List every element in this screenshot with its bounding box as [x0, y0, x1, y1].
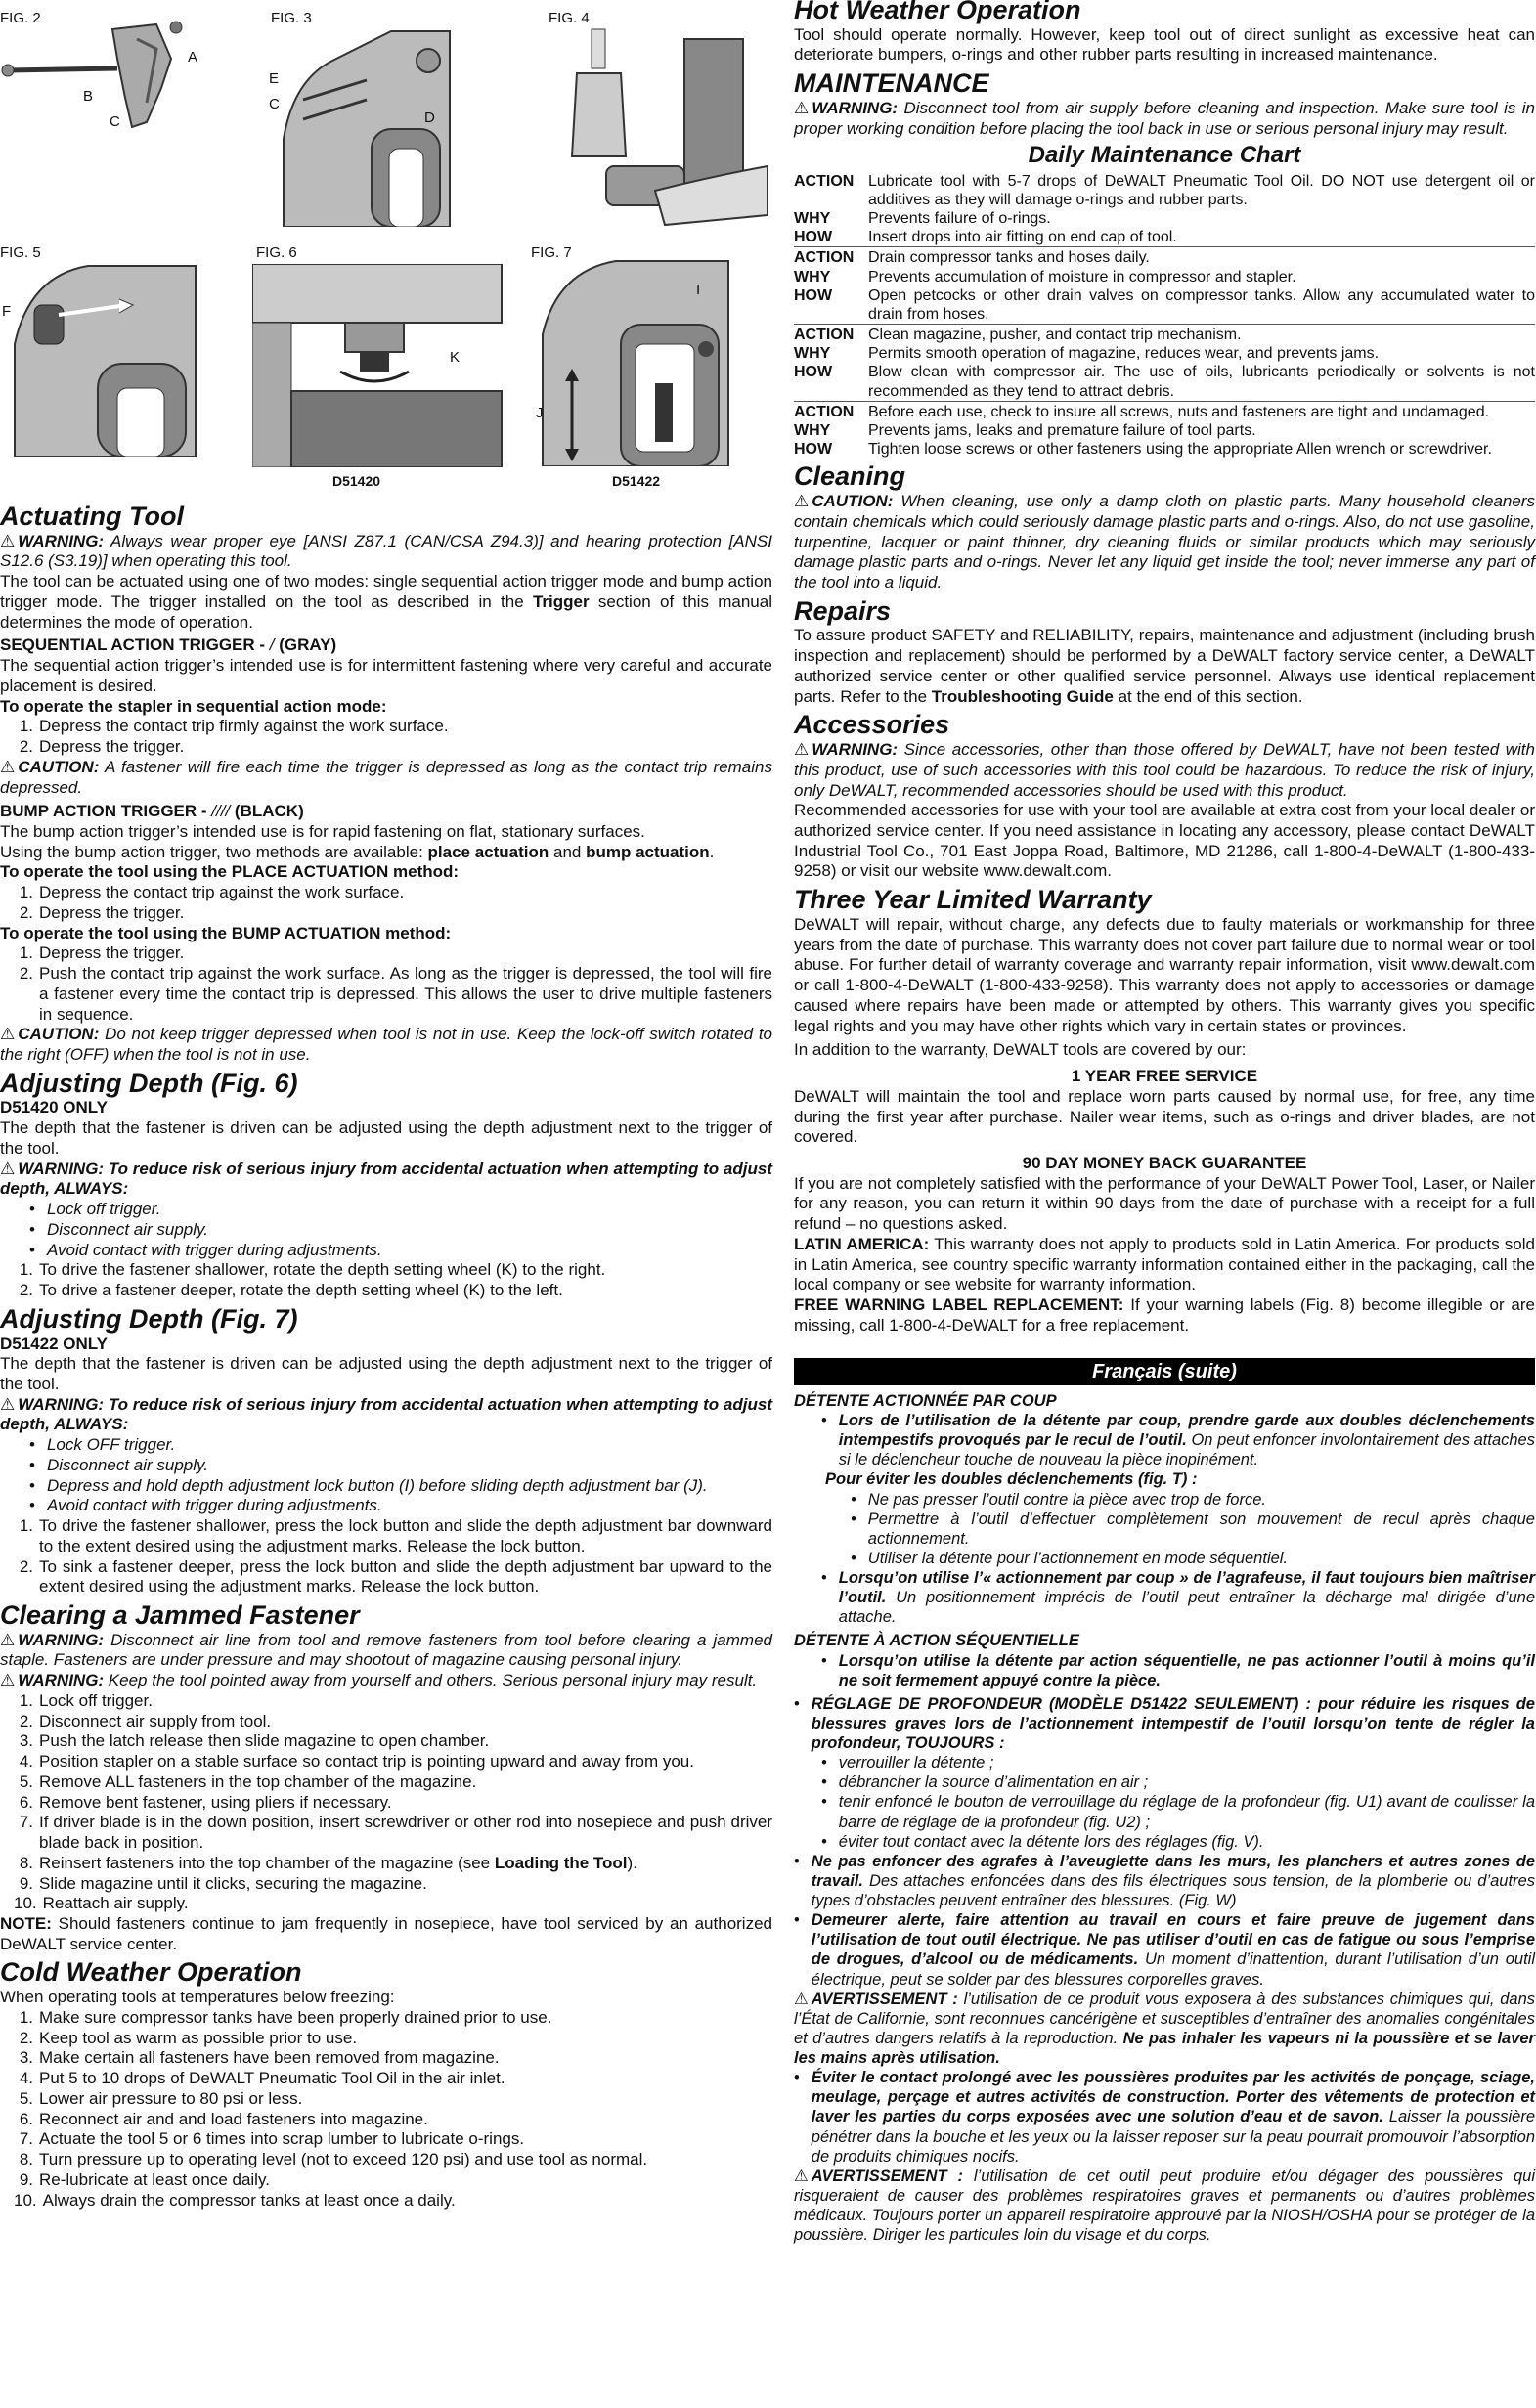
- latam-label: LATIN AMERICA:: [794, 1234, 930, 1253]
- avertissement-text: l’utilisation de cet outil peut produire et/ou dégager des poussières qui risqueraient de causer des problèmes respiratoires graves et permanents ou d’autres problèmes médicaux. Toujours porter un appareil respiratoire approuvé par la NIOSH/OSHA pour se protéger de la poussière. Diriger les particules loin du visage et du corps.: [794, 2167, 1536, 2245]
- list-item: • verrouiller la détente ;: [821, 1753, 1535, 1773]
- list-item: 2. Disconnect air supply from tool.: [19, 1711, 272, 1730]
- caution-label: CAUTION:: [18, 1025, 100, 1044]
- repairs-title: Repairs: [794, 595, 892, 626]
- list-item: 7. If driver blade is in the down position, insert screwdriver or other rod into nosepiece and push driver blade back in position.: [19, 1813, 772, 1853]
- table-row: ACTION Before each use, check to insure all screws, nuts and fasteners are tight and undamaged.: [794, 401, 1535, 421]
- depth6-model: D51420 ONLY: [0, 1098, 108, 1117]
- money-back-heading: 90 DAY MONEY BACK GUARANTEE: [1022, 1153, 1307, 1172]
- list-item: • Disconnect air supply.: [29, 1220, 772, 1241]
- bump-black: (BLACK): [234, 802, 304, 821]
- place-op-heading: To operate the tool using the PLACE ACTUATION method:: [0, 862, 460, 882]
- seq-heading: SEQUENTIAL ACTION TRIGGER -: [0, 635, 270, 655]
- fig6-depth-wheel-illustration: [252, 264, 506, 467]
- list-item: 10. Always drain the compressor tanks at least once a daily.: [14, 2190, 456, 2210]
- list-item: 2. Depress the trigger.: [19, 902, 185, 922]
- avertissement-text: l’utilisation de ce produit vous exposera à des substances chimiques qui, dans l’État de Californie, sont reconnues cancérigène et susceptibles d’entraîner des anomalies congénitales et d’autres dangers relatifs à la reproduction.: [794, 1990, 1535, 2047]
- bump-paragraph: The bump action trigger’s intended use is for rapid fastening on flat, stationary surfaces.: [0, 821, 645, 841]
- list-item: 1. Depress the contact trip against the work surface.: [19, 883, 405, 902]
- seq-symbol: /: [269, 635, 275, 655]
- list-item: 1. Depress the trigger.: [19, 943, 185, 963]
- list-item: • Lock OFF trigger.: [29, 1435, 772, 1456]
- list-item: 5. Remove ALL fasteners in the top chamber of the magazine.: [19, 1772, 477, 1791]
- fr-list-5: [794, 1852, 1535, 1990]
- depth7-paragraph: The depth that the fastener is driven can be adjusted using the depth adjustment next to the trigger of the tool.: [0, 1354, 772, 1393]
- fig7-i: I: [696, 282, 701, 298]
- warning-triangle-icon: ⚠: [794, 2167, 809, 2185]
- list-item: 7. Actuate the tool 5 or 6 times into scrap lumber to lubricate o-rings.: [19, 2129, 525, 2149]
- avertissement-label: AVERTISSEMENT :: [811, 1990, 958, 2008]
- fr-heading-2: DÉTENTE À ACTION SÉQUENTIELLE: [794, 1632, 1079, 1650]
- depth6-steps: [0, 1260, 772, 1300]
- list-item: • Lorsqu’on utilise l’« actionnement par coup » de l’agrafeuse, il faut toujours bien maîtriser l’outil. Un positionnement imprécis de l’outil peut entraîner la décharge mal dirigée d’une attache.: [821, 1568, 1535, 1627]
- fig4-oiling-illustration: [548, 20, 772, 235]
- list-item: 2. To sink a fastener deeper, press the lock button and slide the depth adjustment bar upward to the extent desired using the adjustment marks. Release the lock button.: [19, 1556, 772, 1597]
- fig3-c: C: [269, 96, 280, 112]
- list-item: 8. Reinsert fasteners into the top chamber of the magazine (see Loading the Tool).: [19, 1853, 637, 1872]
- table-row: ACTION Lubricate tool with 5-7 drops of DeWALT Pneumatic Tool Oil. DO NOT use detergent oil or additives as they will damage o-rings and rubber parts.: [794, 172, 1535, 208]
- fr-heading-1: DÉTENTE ACTIONNÉE PAR COUP: [794, 1391, 1057, 1410]
- depth7-title: Adjusting Depth (Fig. 7): [0, 1303, 298, 1334]
- fig2-b: B: [83, 88, 94, 105]
- list-item: 6. Reconnect air and and load fasteners into magazine.: [19, 2109, 428, 2128]
- list-item: • RÉGLAGE DE PROFONDEUR (MODÈLE D51422 SEULEMENT) : pour réduire les risques de blessures graves lors de l’actionnement intempestif de l’outil lorsqu’on tente de régler la profondeur, TOUJOURS :: [794, 1694, 1535, 1753]
- warning-triangle-icon: ⚠: [794, 1990, 809, 2008]
- warning-label: WARNING:: [18, 1630, 105, 1649]
- cleaning-title: Cleaning: [794, 461, 906, 492]
- table-row: HOW Blow clean with compressor air. The use of oils, lubricants periodically or solvents is not recommended as they tend to attract debris.: [794, 364, 1535, 400]
- seq-steps: [0, 717, 772, 757]
- depth7-bullets: [0, 1435, 772, 1516]
- list-item: • Lock off trigger.: [29, 1200, 772, 1220]
- list-item: 1. To drive the fastener shallower, press the lock button and slide the depth adjustment bar downward to the extent desired using the adjustment marks. Release the lock button.: [19, 1516, 772, 1555]
- warning-text: Since accessories, other than those offered by DeWALT, have not been tested with this product, use of such accessories with this tool could be hazardous. To reduce the risk of injury, only DeWALT, recommended accessories should be used with this product.: [794, 740, 1535, 800]
- avertissement-bold: Ne pas inhaler les vapeurs ni la poussière et se laver les mains après utilisation.: [794, 2029, 1535, 2068]
- list-item: 9. Re-lubricate at least once daily.: [19, 2169, 270, 2189]
- warning-label: WARNING:: [18, 1671, 105, 1690]
- depth7-steps: [0, 1516, 772, 1598]
- list-item: 2. Keep tool as warm as possible prior to use.: [19, 2028, 358, 2047]
- fig2-trigger-illustration: [0, 20, 196, 137]
- fr-subheading: Pour éviter les doubles déclenchements (fig. T) :: [825, 1470, 1198, 1489]
- hot-title: Hot Weather Operation: [794, 0, 1081, 24]
- fig7-j: J: [536, 405, 544, 421]
- caution-triangle-icon: ⚠: [0, 1025, 16, 1044]
- jam-title: Clearing a Jammed Fastener: [0, 1600, 360, 1631]
- fig6-k: K: [450, 349, 461, 366]
- depth6-section: [0, 1070, 772, 1301]
- actuating-section: Actuating Tool ⚠ WARNING: Always wear proper eye [ANSI Z87.1 (CAN/CSA Z94.3)] and hearing protection [ANSI S12.6 (S3.19)] when operating this tool. The tool can be actuated using one of two modes: single sequential action trigger mode and bump action trigger mode. The trigger installed on the tool as described in the Trigger section of this manual determines the mode of operation. SEQUENTIAL ACTION TRIGGER - / (GRAY) The sequential action trigger’s intended use is for intermittent fastening where very careful and accurate placement is desired. To operate the stapler in sequential action mode: 1. Depress the contact trip firmly against the work surface. 2. Depress the trigger. ⚠ CAUTION: A fastener will fire each time the trigger is depressed as long as the contact trip remains depressed. BUMP ACTION TRIGGER - //// (BLACK) The bump action trigger’s intended use is for rapid fastening on flat, stationary surfaces. Using the bump action trigger, two methods are available: place actuation and bump actuation. To operate the tool using the PLACE ACTUATION method: 1. Depress the contact trip against the work surface. 2. Depress the trigger. To operate the tool using the BUMP ACTUATION method: 1. Depress the trigger. 2. Push the contact trip against the work surface. As long as the trigger is depressed, the tool will fire a fastener every time the contact trip is depressed. This allows the user to drive multiple fasteners in sequence. ⚠ CAUTION: Do not keep trigger depressed when tool is not in use. Keep the lock-off switch rotated to the right (OFF) when the tool is not in use.: [0, 502, 772, 1065]
- free-label: FREE WARNING LABEL REPLACEMENT:: [794, 1295, 1124, 1315]
- free-service-heading: 1 YEAR FREE SERVICE: [1071, 1067, 1258, 1086]
- warning-label: WARNING:: [18, 1394, 105, 1414]
- actuating-paragraph-end: section of this manual determines the mode of operation.: [0, 591, 772, 632]
- actuating-title: Actuating Tool: [0, 502, 184, 531]
- table-row: ACTION Drain compressor tanks and hoses daily.: [794, 246, 1535, 267]
- free-service-paragraph: DeWALT will maintain the tool and replace worn parts caused by normal use, for free, any time during the first year after purchase. Nailer wear items, such as o-rings and driver blades, are not covered.: [794, 1086, 1535, 1147]
- table-row: ACTION Clean magazine, pusher, and contact trip mechanism.: [794, 324, 1535, 344]
- list-item: 10. Reattach air supply.: [14, 1894, 189, 1913]
- french-section: [794, 1391, 1535, 2245]
- cold-title: Cold Weather Operation: [0, 1957, 302, 1988]
- figures-area: [0, 0, 772, 489]
- seq-op-heading: To operate the stapler in sequential action mode:: [0, 696, 387, 716]
- caution-label: CAUTION:: [812, 492, 894, 511]
- caution-triangle-icon: ⚠: [0, 757, 16, 776]
- fig3-d: D: [424, 109, 435, 126]
- caution-text: A fastener will fire each time the trigger is depressed as long as the contact trip remains depressed.: [0, 757, 772, 797]
- list-item: 5. Lower air pressure to 80 psi or less.: [19, 2088, 303, 2108]
- note-label: NOTE:: [0, 1914, 52, 1934]
- bump-heading: BUMP ACTION TRIGGER -: [0, 802, 212, 821]
- bump-symbol: ////: [211, 802, 231, 821]
- warning-text: To reduce risk of serious injury from accidental actuation when attempting to adjust depth, ALWAYS:: [0, 1394, 772, 1434]
- caution-triangle-icon: ⚠: [794, 492, 810, 511]
- warning-text: Disconnect tool from air supply before cleaning and inspection. Make sure tool is in proper working condition before placing the tool back in use or serious personal injury may result.: [794, 98, 1535, 138]
- table-row: WHY Prevents accumulation of moisture in compressor and stapler.: [794, 268, 1296, 285]
- list-item: 6. Remove bent fastener, using pliers if necessary.: [19, 1792, 392, 1812]
- maintenance-title: MAINTENANCE: [794, 68, 989, 99]
- bump-op-heading: To operate the tool using the BUMP ACTUATION method:: [0, 923, 452, 942]
- list-item: • Éviter le contact prolongé avec les poussières produites par les activités de ponçage, sciage, meulage, perçage et autres activités de construction. Porter des vêtements de protection et laver les parties du corps exposées avec une solution d’eau et de savon. Laisser la poussière pénétrer dans la bouche et les yeux ou la laisser reposer sur la peau pourrait promouvoir l’absorption de produits chimiques nocifs.: [794, 2068, 1535, 2167]
- seq-paragraph: The sequential action trigger’s intended use is for intermittent fastening where very careful and accurate placement is desired.: [0, 656, 772, 695]
- list-item: • Lorsqu’on utilise la détente par action séquentielle, ne pas actionner l’outil à moins qu’il ne soit fermement appuyé contre la pièce.: [821, 1651, 1535, 1690]
- list-item: • Avoid contact with trigger during adjustments.: [29, 1241, 772, 1261]
- warning-triangle-icon: ⚠: [0, 1671, 16, 1690]
- warranty-section: [794, 886, 1535, 1335]
- fr-list-1: [794, 1411, 1535, 1469]
- jam-steps: [0, 1691, 772, 1914]
- depth6-paragraph: The depth that the fastener is driven can be adjusted using the depth adjustment next to the trigger of the tool.: [0, 1118, 772, 1158]
- note-text: Should fasteners continue to jam frequently in nosepiece, have tool serviced by an authorized DeWALT service center.: [0, 1914, 772, 1953]
- list-item: • Utiliser la détente pour l’actionnement en mode séquentiel.: [851, 1549, 1535, 1568]
- table-row: WHY Prevents failure of o-rings.: [794, 209, 1051, 227]
- maintenance-section: [794, 69, 1535, 459]
- list-item: • Lors de l’utilisation de la détente par coup, prendre garde aux doubles déclenchements intempestifs provoqués par le recul de l’outil. On peut enfoncer involontairement des attaches si le déclencheur touche de nouveau la pièce inopinément.: [821, 1411, 1535, 1469]
- warning-triangle-icon: ⚠: [0, 1394, 16, 1414]
- caution-text: When cleaning, use only a damp cloth on plastic parts. Many household cleaners contain chemicals which could seriously damage plastic parts and o-rings. Also, do not use gasoline, turpentine, lacquer or paint thinner, dry cleaning fluids or similar products which may seriously damage plastic parts and o-rings. Never let any liquid get inside the tool; never immerse any part of the tool into a liquid.: [794, 492, 1535, 592]
- maintenance-chart: [794, 172, 1535, 460]
- depth7-model: D51422 ONLY: [0, 1334, 108, 1353]
- repairs-section: Repairs To assure product SAFETY and RELIABILITY, repairs, maintenance and adjustment (including brush inspection and replacement) should be performed by a DeWALT factory service center, a DeWALT authorized service center or other qualified service personnel. Always use identical replacement parts. Refer to the Troubleshooting Guide at the end of this section.: [794, 595, 1535, 706]
- fig2-c: C: [110, 113, 120, 130]
- accessories-title: Accessories: [794, 710, 950, 740]
- trigger-ref: Trigger: [532, 591, 590, 611]
- warning-text: Keep the tool pointed away from yourself and others. Serious personal injury may result.: [104, 1671, 758, 1690]
- list-item: 4. Put 5 to 10 drops of DeWALT Pneumatic Tool Oil in the air inlet.: [19, 2069, 505, 2088]
- list-item: 1. To drive the fastener shallower, rotate the depth setting wheel (K) to the right.: [19, 1260, 606, 1280]
- avertissement-label: AVERTISSEMENT :: [811, 2167, 963, 2185]
- table-row: HOW Tighten loose screws or other fasteners using the appropriate Allen wrench or screwdriver.: [794, 441, 1492, 459]
- fr-sublist-2: [794, 1753, 1535, 1852]
- list-item: 3. Push the latch release then slide magazine to open chamber.: [19, 1731, 490, 1751]
- cold-paragraph: When operating tools at temperatures below freezing:: [0, 1988, 395, 2007]
- depth7-section: [0, 1305, 772, 1598]
- fig6-model: D51420: [332, 473, 381, 489]
- warning-label: WARNING:: [18, 531, 105, 550]
- list-item: 1. Make sure compressor tanks have been properly drained prior to use.: [19, 2007, 552, 2027]
- fr-list-2: [794, 1568, 1535, 1627]
- caution-label: CAUTION:: [18, 757, 100, 776]
- fig7-model: D51422: [612, 473, 661, 489]
- list-item: 8. Turn pressure up to operating level (not to exceed 120 psi) and use tool as normal.: [19, 2150, 648, 2169]
- list-item: 2. Push the contact trip against the work surface. As long as the trigger is depressed, the tool will fire a fastener every time the contact trip is depressed. This allows the user to drive multiple fasteners in sequence.: [19, 964, 772, 1024]
- warranty-paragraph-2: In addition to the warranty, DeWALT tools are covered by our:: [794, 1040, 1247, 1060]
- depth6-bullets: [0, 1200, 772, 1260]
- fig7-depth-bar-illustration: [538, 256, 733, 466]
- actuating-paragraph: The tool can be actuated using one of two modes: single sequential action trigger mode and bump action trigger mode. The trigger installed on the tool as described in the: [0, 572, 772, 611]
- warning-text: Disconnect air line from tool and remove fasteners from tool before clearing a jammed staple. Fasteners are under pressure and may shootout of magazine causing personal injury.: [0, 1630, 772, 1670]
- list-item: 1. Lock off trigger.: [19, 1690, 153, 1710]
- fig2-a: A: [188, 49, 198, 66]
- list-item: 4. Position stapler on a stable surface so contact trip is pointing upward and away from you.: [19, 1752, 694, 1772]
- hot-section: [794, 0, 1535, 66]
- fig3-e: E: [269, 70, 280, 87]
- warning-text: Always wear proper eye [ANSI Z87.1 (CAN/CSA Z94.3)] and hearing protection [ANSI S12.6 (S3.19)] when operating this tool.: [0, 531, 772, 571]
- warning-triangle-icon: ⚠: [0, 531, 16, 550]
- fr-sublist-1: [794, 1490, 1535, 1569]
- warning-triangle-icon: ⚠: [0, 1630, 16, 1649]
- latam-text: This warranty does not apply to products sold in Latin America. For products sold in Latin America, see country specific warranty information contained either in the packaging, call the local company or see website for warranty information.: [794, 1234, 1535, 1294]
- caution-text: Do not keep trigger depressed when tool is not in use. Keep the lock-off switch rotated to the right (OFF) when the tool is not in use.: [0, 1025, 772, 1065]
- list-item: 2. To drive a fastener deeper, rotate the depth setting wheel (K) to the left.: [19, 1281, 563, 1300]
- warning-label: WARNING:: [18, 1159, 105, 1178]
- right-column: [794, 0, 1535, 2245]
- list-item: 2. Depress the trigger.: [19, 737, 185, 757]
- warning-triangle-icon: ⚠: [794, 98, 810, 117]
- depth6-title: Adjusting Depth (Fig. 6): [0, 1068, 298, 1098]
- list-item: • Disconnect air supply.: [29, 1456, 772, 1476]
- fig3-label: FIG. 3: [271, 10, 312, 26]
- left-column: [0, 0, 772, 2211]
- list-item: • Permettre à l’outil d’effectuer complètement son mouvement de recul après chaque actionnement.: [851, 1510, 1535, 1549]
- warning-label: WARNING:: [812, 98, 899, 117]
- cleaning-section: [794, 462, 1535, 592]
- warning-triangle-icon: ⚠: [0, 1159, 16, 1178]
- table-row: HOW Open petcocks or other drain valves on compressor tanks. Allow any accumulated water to drain from hoses.: [794, 286, 1535, 323]
- seq-gray: (GRAY): [279, 635, 337, 655]
- fr-list-4: [794, 1694, 1535, 1753]
- list-item: • tenir enfoncé le bouton de verrouillage du réglage de la profondeur (fig. U1) avant de coulisser la barre de réglage de la profondeur (fig. U2) ;: [821, 1792, 1535, 1831]
- place-steps: [0, 883, 772, 923]
- accessories-section: [794, 711, 1535, 882]
- list-item: • débrancher la source d’alimentation en air ;: [821, 1773, 1535, 1792]
- french-section-bar: Français (suite): [794, 1358, 1535, 1385]
- list-item: • Ne pas enfoncer des agrafes à l’aveuglette dans les murs, les planchers et autres zones de travail. Des attaches enfoncées dans des fils électriques sous tension, de la plomberie ou d’autres types d’obstacles peuvent entraîner des blessures. (Fig. W): [794, 1852, 1535, 1910]
- accessories-paragraph: Recommended accessories for use with your tool are available at extra cost from your local dealer or authorized service center. If you need assistance in locating any accessory, please contact DeWALT Industrial Tool Co., 701 East Joppa Road, Baltimore, MD 21286, call 1-800-4-DeWALT (1-800-433-9258) or visit our website www.dewalt.com.: [794, 801, 1535, 881]
- bump-steps: [0, 943, 772, 1025]
- free-text: If your warning labels (Fig. 8) become illegible or are missing, call 1-800-4-DeWALT for a free replacement.: [794, 1295, 1535, 1335]
- warranty-paragraph: DeWALT will repair, without charge, any defects due to faulty materials or workmanship for three years from the date of purchase. This warranty does not cover part failure due to normal wear or tool abuse. For further detail of warranty coverage and warranty repair information, visit www.dewalt.com or call 1-800-4-DeWALT (1-800-433-9258). This warranty does not apply to accessories or damage caused where repairs have been made or attempted by others. This warranty gives you specific legal rights and you may have other rights which vary in certain states or provinces.: [794, 914, 1535, 1035]
- list-item: • Avoid contact with trigger during adjustments.: [29, 1496, 772, 1516]
- fig4-label: FIG. 4: [549, 10, 590, 26]
- cold-steps: [0, 2008, 772, 2211]
- hot-paragraph: Tool should operate normally. However, keep tool out of direct sunlight as excessive heat can deteriorate bumpers, o-rings and other rubber parts resulting in increased maintenance.: [794, 24, 1535, 65]
- table-row: WHY Permits smooth operation of magazine, reduces wear, and prevents jams.: [794, 345, 1380, 363]
- fig5-label: FIG. 5: [0, 244, 41, 261]
- list-item: • Depress and hold depth adjustment lock button (I) before sliding depth adjustment bar (J).: [29, 1476, 772, 1497]
- fr-list-6: [794, 2068, 1535, 2167]
- warning-triangle-icon: ⚠: [794, 740, 810, 760]
- list-item: • Ne pas presser l’outil contre la pièce avec trop de force.: [851, 1490, 1535, 1510]
- fig5-f: F: [2, 303, 12, 320]
- fig7-label: FIG. 7: [531, 244, 572, 261]
- list-item: 1. Depress the contact trip firmly against the work surface.: [19, 717, 449, 736]
- list-item: • Demeurer alerte, faire attention au travail en cours et faire preuve de jugement dans l’utilisation de tout outil électrique. Ne pas utiliser d’outil en cas de fatigue ou sous l’emprise de drogues, d’alcool ou de médicaments. Un moment d’inattention, durant l’utilisation d’un outil électrique, peut se solder par des blessures corporelles graves.: [794, 1910, 1535, 1990]
- money-back-paragraph: If you are not completely satisfied with the performance of your DeWALT Power Tool, Laser, or Nailer for any reason, you can return it within 90 days from the date of purchase with a receipt for a full refund – no questions asked.: [794, 1173, 1535, 1234]
- cold-section: [0, 1958, 772, 2211]
- table-row: WHY Prevents jams, leaks and premature failure of tool parts.: [794, 422, 1256, 440]
- fig6-label: FIG. 6: [256, 244, 297, 261]
- list-item: • éviter tout contact avec la détente lors des réglages (fig. V).: [821, 1832, 1535, 1852]
- list-item: 9. Slide magazine until it clicks, securing the magazine.: [19, 1873, 427, 1893]
- jam-section: [0, 1601, 772, 1954]
- warning-text: To reduce risk of serious injury from accidental actuation when attempting to adjust depth, ALWAYS:: [0, 1159, 772, 1199]
- warning-label: WARNING:: [812, 740, 899, 760]
- fig5-illustration: [10, 256, 205, 457]
- list-item: 3. Make certain all fasteners have been removed from magazine.: [19, 2048, 500, 2068]
- fr-list-3: [794, 1651, 1535, 1690]
- warranty-title: Three Year Limited Warranty: [794, 885, 1152, 915]
- fig2-label: FIG. 2: [0, 10, 41, 26]
- table-row: HOW Insert drops into air fitting on end cap of tool.: [794, 229, 1177, 246]
- maintenance-chart-title: Daily Maintenance Chart: [1028, 142, 1301, 169]
